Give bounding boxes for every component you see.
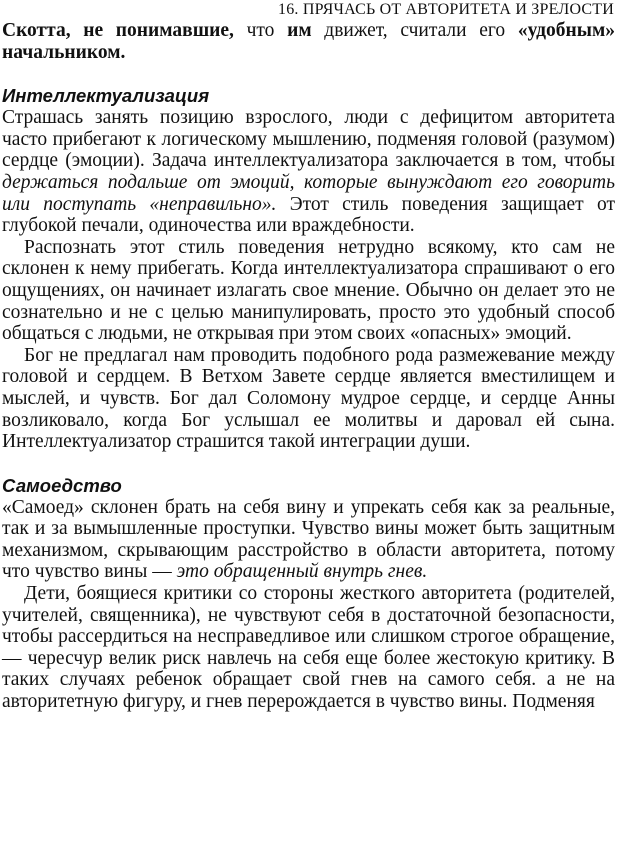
intro-paragraph: [2, 20, 615, 63]
intro-bold-2: им: [287, 20, 312, 41]
paragraph-self-blame-1: [2, 497, 615, 583]
intro-text-1: что: [233, 20, 288, 41]
section-spacer: [2, 453, 615, 475]
running-header: 16. ПРЯЧАСЬ ОТ АВТОРИТЕТА И ЗРЕЛОСТИ: [278, 1, 614, 18]
section-heading-self-blame: Самоедство: [2, 474, 122, 496]
page-content: [2, 20, 615, 713]
paragraph-text: Этот стиль поведения защищает от глубокой печали, одиночества или враждебности.: [2, 193, 615, 237]
paragraph-intellectualization-2: Распознать этот стиль поведения нетрудно всякому, кто сам не склонен к нему прибегать. Когда интеллектуализатора спрашивают о его ощущениях, он начинает излагать свое мнение. Обычно он делает это не сознательно и не с целью манипулировать, просто это удобный способ общаться с людьми, не открывая при этом своих «опасных» эмоций.: [2, 236, 615, 345]
paragraph-intellectualization-3: Бог не предлагал нам проводить подобного рода размежевание между головой и сердцем. В Ветхом Завете сердце является вместилищем и мыслей, и чувств. Бог дал Соломону мудрое сердце, и сердце Анны возликовало, когда Бог услышал ее молитвы и даровал ей сына. Интеллектуализатор страшится такой интеграции души.: [2, 344, 615, 453]
intro-text-2: движет, считали его: [311, 20, 518, 41]
paragraph-italic: держаться подальше от эмоций, которые вынуждают его говорить или поступать «неправильно».: [2, 171, 615, 215]
paragraph-text: «Самоед» склонен брать на себя вину и упрекать себя как за реальные, так и за вымышленные проступки. Чувство вины может быть защитным механизмом, скрывающим расстройство в области авторитета, потому что чувство вины —: [2, 496, 615, 583]
paragraph-italic: это обращенный внутрь гнев.: [176, 561, 428, 583]
intro-bold-3: «удобным» начальником.: [2, 20, 615, 63]
paragraph-self-blame-2: Дети, боящиеся критики со стороны жесткого авторитета (родителей, учителей, священника), не чувствуют себя в достаточной безопасности, чтобы рассердиться на несправедливое или слишком строгое обращение, — чересчур велик риск навлечь на себя еще более жестокую критику. В таких случаях ребенок обращает свой гнев на самого себя. а не на авторитетную фигуру, и гнев перерождается в чувство вины. Подменяя: [2, 583, 615, 713]
paragraph-text: Страшась занять позицию взрослого, люди с дефицитом авторитета часто прибегают к логическому мышлению, подменяя головой (разумом) сердце (эмоции). Задача интеллектуализатора заключается в том, чтобы: [2, 107, 615, 172]
paragraph-intellectualization-1: [2, 107, 615, 237]
section-heading-intellectualization: Интеллектуализация: [2, 85, 210, 107]
intro-bold-1: Скотта, не понимавшие,: [2, 20, 234, 41]
